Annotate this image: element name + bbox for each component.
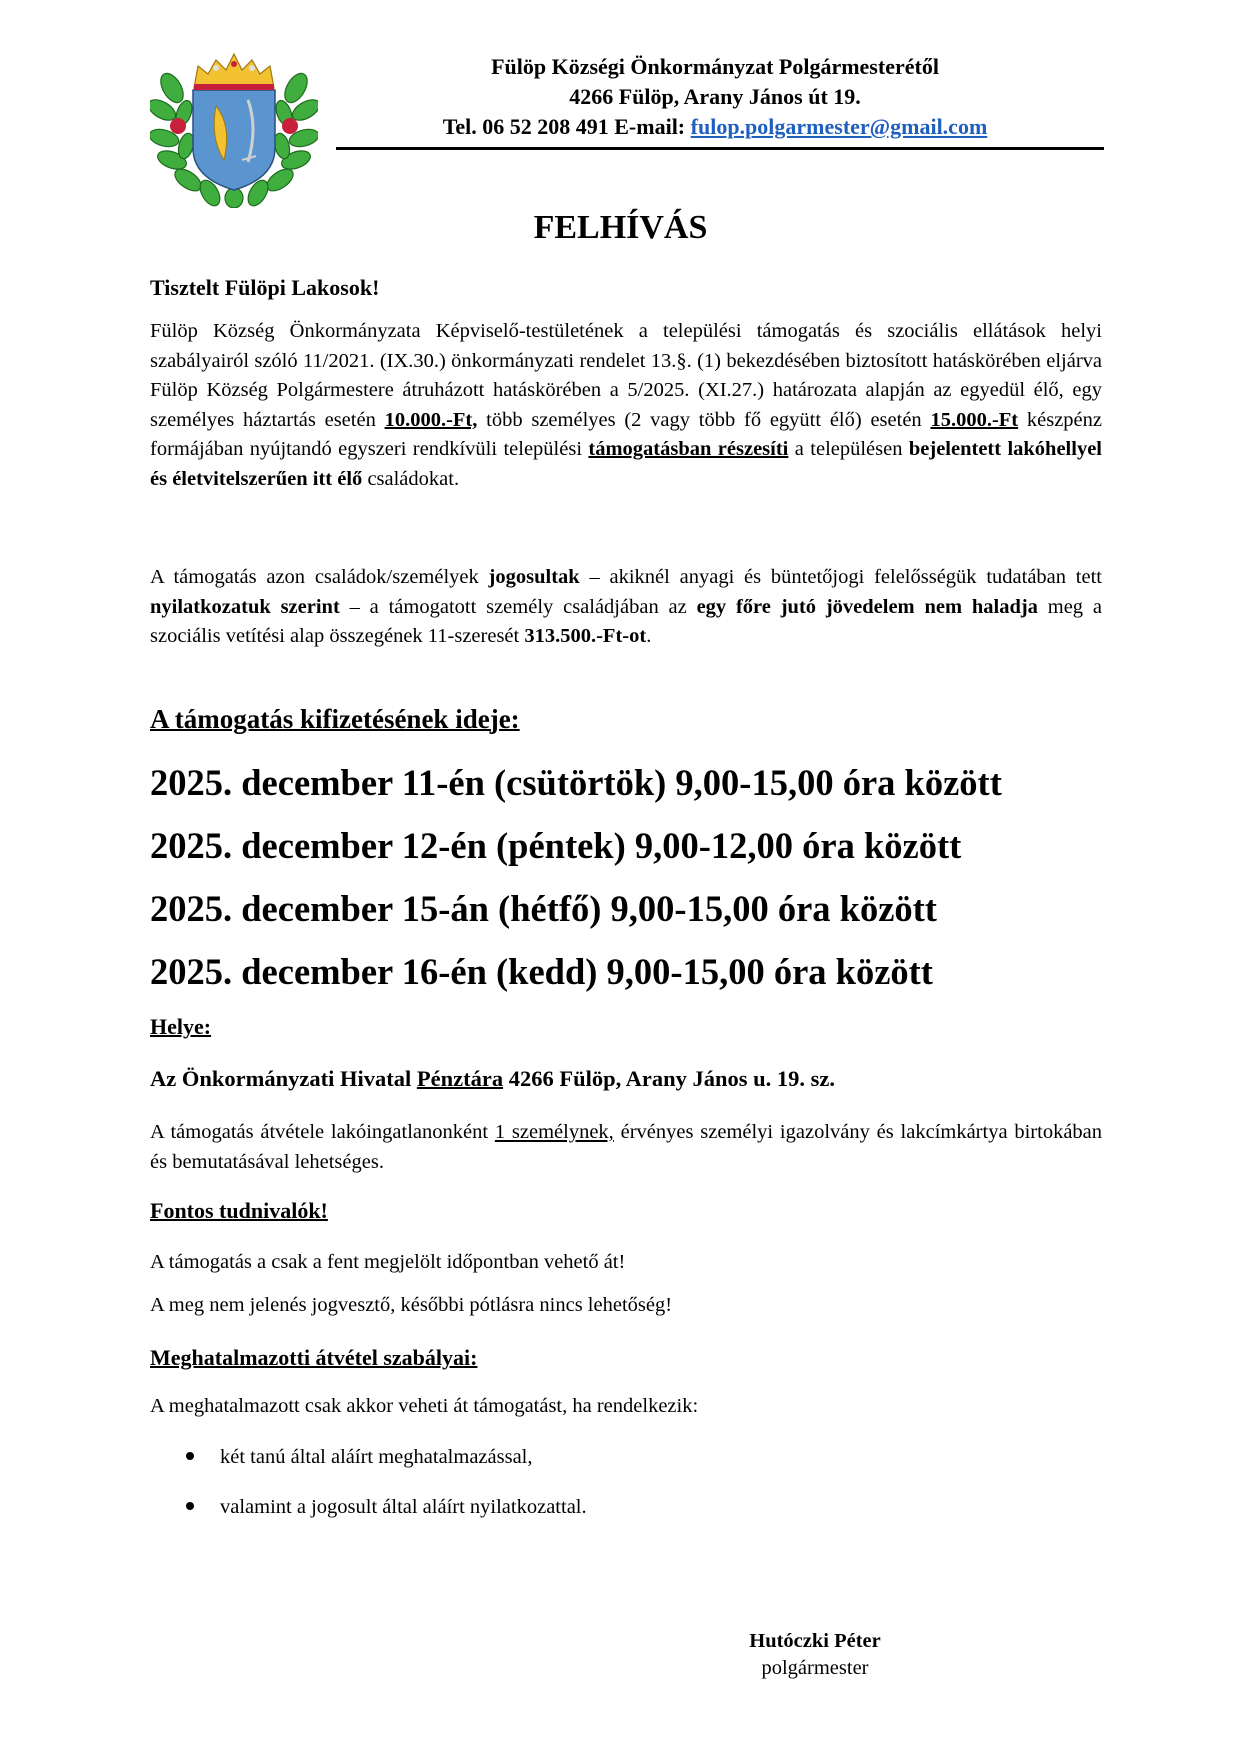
bullet-icon	[186, 1452, 194, 1460]
eligible-phrase: jogosultak	[488, 566, 580, 588]
text: – akiknél anyagi és büntetőjogi felelősségük tudatában tett	[579, 566, 1102, 588]
header-divider	[336, 147, 1104, 150]
text: meg a szociális vetítési alap összegének 11-szeresét	[150, 595, 1102, 647]
payment-date: 2025. december 11-én (csütörtök) 9,00-15,00 óra között	[150, 762, 1002, 803]
document-title: FELHÍVÁS	[533, 209, 708, 246]
header-address: 4266 Fülöp, Arany János út 19.	[569, 84, 861, 109]
text: a településen	[788, 438, 909, 460]
text: készpénz formájában nyújtandó egyszeri rendkívüli települési	[150, 408, 1103, 460]
signatory-role: polgármester	[761, 1657, 869, 1679]
salutation: Tisztelt Fülöpi Lakosok!	[150, 275, 380, 300]
coat-of-arms-icon	[150, 48, 318, 208]
payment-heading: A támogatás kifizetésének ideje:	[150, 704, 520, 734]
text: Az Önkormányzati Hivatal	[150, 1066, 417, 1091]
declaration-phrase: nyilatkozatuk szerint	[150, 595, 340, 618]
proxy-list-item	[186, 1443, 533, 1471]
payment-date: 2025. december 12-én (péntek) 9,00-12,00 óra között	[150, 825, 962, 866]
header-phone: Tel. 06 52 208 491 E-mail:	[442, 114, 691, 139]
text: két tanú által aláírt meghatalmazással,	[220, 1446, 533, 1468]
text: .	[646, 625, 652, 647]
income-phrase: egy főre jutó jövedelem nem haladja	[696, 595, 1038, 618]
one-person: 1 személynek,	[494, 1121, 614, 1143]
proxy-heading: Meghatalmazotti átvétel szabályai:	[150, 1345, 478, 1370]
important-line: A támogatás a csak a fent megjelölt időpontban vehető át!	[150, 1251, 626, 1273]
support-phrase: támogatásban részesíti	[588, 438, 789, 460]
text: Fülöp Község Önkormányzata Képviselő-testületének a települési támogatás és szociális ellátások helyi szabályairól szóló 11/2021. (IX.30.) önkormányzati rendelet 13.§. (1) bekezdésében biztosított hatáskörében eljárva Fülöp Község Polgármestere átruházott hatáskörében a 5/2025. (XI.27.) határozata alapján az egyedül élő, egy személyes háztartás esetén	[150, 320, 1102, 431]
income-limit: 313.500.-Ft-ot	[524, 625, 647, 647]
proxy-intro: A meghatalmazott csak akkor veheti át támogatást, ha rendelkezik:	[150, 1395, 699, 1417]
text: több személyes (2 vagy több fő együtt élő) esetén	[477, 408, 931, 431]
proxy-list-item	[186, 1493, 587, 1521]
bullet-icon	[186, 1502, 194, 1510]
text: A támogatás azon családok/személyek	[150, 566, 489, 588]
important-line: A meg nem jelenés jogvesztő, későbbi pótlásra nincs lehetőség!	[150, 1294, 673, 1316]
email-link[interactable]: fulop.polgarmester@gmail.com	[690, 114, 988, 139]
text: 4266 Fülöp, Arany János u. 19. sz.	[503, 1066, 836, 1091]
text: érvényes személyi igazolvány és lakcímkártya birtokában és bemutatásával lehetséges.	[150, 1121, 1103, 1173]
important-heading: Fontos tudnivalók!	[150, 1198, 328, 1223]
cashier: Pénztára	[416, 1066, 504, 1091]
location-heading: Helye:	[150, 1014, 212, 1039]
paragraph-eligibility	[150, 563, 1102, 652]
amount-single: 10.000.-Ft,	[384, 408, 478, 431]
text: családokat.	[362, 467, 460, 490]
header-contact	[330, 114, 1100, 140]
text: A támogatás átvétele lakóingatlanonként	[150, 1121, 495, 1143]
payment-date: 2025. december 16-én (kedd) 9,00-15,00 óra között	[150, 951, 933, 992]
payment-date: 2025. december 15-án (hétfő) 9,00-15,00 óra között	[150, 888, 937, 929]
paragraph-pickup	[150, 1117, 1102, 1177]
header-office-name: Fülöp Községi Önkormányzat Polgármesterétől	[491, 54, 939, 79]
amount-multi: 15.000.-Ft	[930, 408, 1019, 431]
residents-phrase: bejelentett lakóhellyel és életvitelszerűen itt élő	[150, 438, 1102, 490]
text: – a támogatott személy családjában az	[339, 595, 697, 618]
location-address	[150, 1065, 835, 1093]
text: valamint a jogosult által aláírt nyilatkozattal.	[220, 1496, 587, 1518]
paragraph-decision	[150, 317, 1102, 494]
signatory-name: Hutóczki Péter	[749, 1630, 881, 1652]
